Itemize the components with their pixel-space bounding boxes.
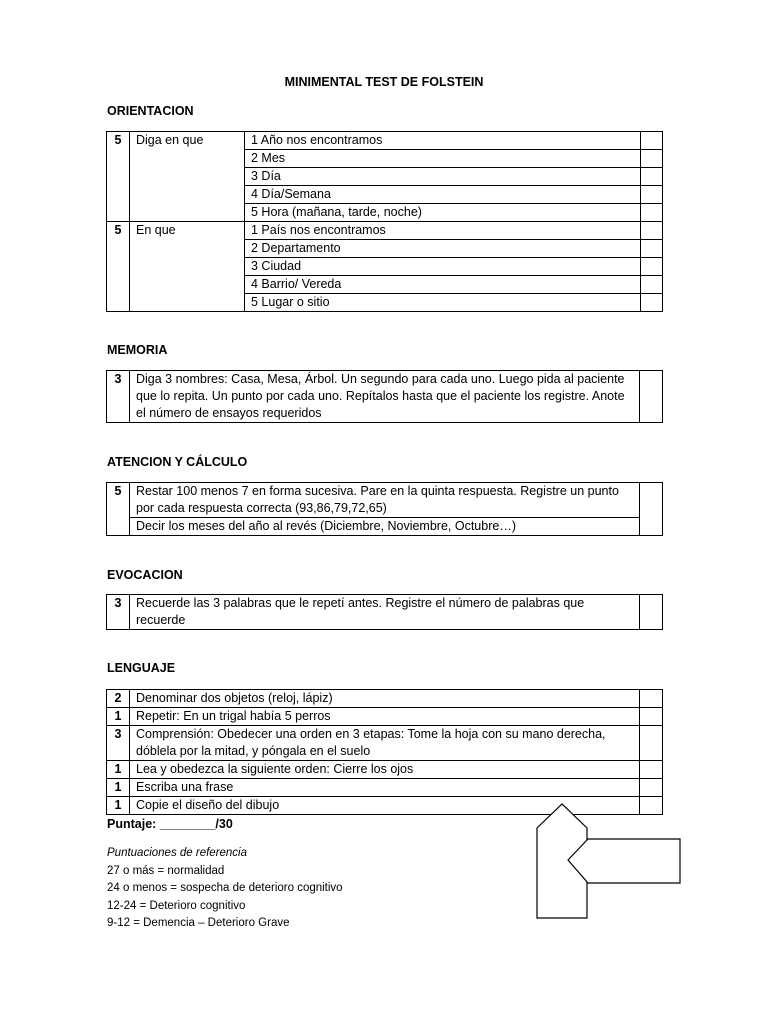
- table-row: [107, 222, 663, 240]
- item-cell: 4 Día/Semana: [245, 186, 641, 204]
- lenguaje-table: [106, 689, 663, 815]
- answer-cell[interactable]: [640, 708, 663, 726]
- item-cell: Decir los meses del año al revés (Diciembre, Noviembre, Octubre…): [130, 518, 640, 536]
- reference-block: [107, 845, 343, 933]
- answer-cell[interactable]: [641, 150, 663, 168]
- table-row: [107, 708, 663, 726]
- item-cell: Denominar dos objetos (reloj, lápiz): [130, 690, 640, 708]
- answer-cell[interactable]: [641, 240, 663, 258]
- drawing-pentagon-right: [568, 839, 680, 883]
- evocacion-table: [106, 594, 663, 630]
- orientacion-heading: ORIENTACION: [107, 104, 194, 118]
- answer-cell[interactable]: [641, 258, 663, 276]
- item-cell: 2 Departamento: [245, 240, 641, 258]
- page-title: MINIMENTAL TEST DE FOLSTEIN: [284, 75, 484, 89]
- score-cell: 1: [107, 761, 130, 779]
- group-label: En que: [130, 222, 245, 312]
- score-cell: 5: [107, 132, 130, 222]
- answer-cell[interactable]: [641, 132, 663, 150]
- answer-cell[interactable]: [641, 294, 663, 312]
- orientacion-table: [106, 131, 663, 312]
- item-cell: 3 Ciudad: [245, 258, 641, 276]
- reference-line: 12-24 = Deterioro cognitivo: [107, 899, 246, 912]
- atencion-table: [106, 482, 663, 536]
- table-row: [107, 761, 663, 779]
- table-row: [107, 779, 663, 797]
- item-cell: 1 País nos encontramos: [245, 222, 641, 240]
- item-cell: Recuerde las 3 palabras que le repetí antes. Registre el número de palabras que recuerde: [130, 595, 640, 630]
- item-cell: Diga 3 nombres: Casa, Mesa, Árbol. Un segundo para cada uno. Luego pida al paciente que lo repita. Un punto por cada uno. Repítalos hasta que el paciente los registre. Anote el número de ensayos requeridos: [130, 371, 640, 423]
- item-cell: 5 Lugar o sitio: [245, 294, 641, 312]
- item-cell: Repetir: En un trigal había 5 perros: [130, 708, 640, 726]
- answer-cell[interactable]: [641, 204, 663, 222]
- answer-cell[interactable]: [640, 761, 663, 779]
- score-cell: 1: [107, 797, 130, 815]
- reference-title: Puntuaciones de referencia: [107, 847, 248, 859]
- item-cell: Comprensión: Obedecer una orden en 3 etapas: Tome la hoja con su mano derecha, dóblela por la mitad, y póngala en el suelo: [130, 726, 640, 761]
- memoria-table: [106, 370, 663, 423]
- score-cell: 1: [107, 708, 130, 726]
- answer-cell[interactable]: [640, 690, 663, 708]
- answer-cell[interactable]: [640, 595, 663, 630]
- answer-cell[interactable]: [641, 222, 663, 240]
- atencion-heading: ATENCION Y CÁLCULO: [107, 455, 248, 469]
- table-row: [107, 726, 663, 761]
- item-cell: Lea y obedezca la siguiente orden: Cierre los ojos: [130, 761, 640, 779]
- item-cell: 3 Día: [245, 168, 641, 186]
- group-label: Diga en que: [130, 132, 245, 222]
- table-row: [107, 518, 663, 536]
- item-cell: 5 Hora (mañana, tarde, noche): [245, 204, 641, 222]
- memoria-heading: MEMORIA: [107, 343, 168, 357]
- table-row: [107, 483, 663, 518]
- table-row: [107, 132, 663, 150]
- answer-cell[interactable]: [641, 168, 663, 186]
- answer-cell[interactable]: [641, 186, 663, 204]
- reference-line: 24 o menos = sospecha de deterioro cognitivo: [107, 882, 343, 894]
- reference-line: 27 o más = normalidad: [107, 864, 225, 877]
- puntaje-line: Puntaje: ________/30: [107, 817, 233, 831]
- evocacion-heading: EVOCACION: [107, 568, 183, 582]
- answer-cell[interactable]: [640, 726, 663, 761]
- item-cell: Copie el diseño del dibujo: [130, 797, 640, 815]
- score-cell: 2: [107, 690, 130, 708]
- score-cell: 1: [107, 779, 130, 797]
- score-cell: 3: [107, 726, 130, 761]
- answer-cell[interactable]: [640, 483, 663, 536]
- reference-line: 9-12 = Demencia – Deterioro Grave: [107, 917, 290, 929]
- lenguaje-heading: LENGUAJE: [107, 661, 176, 675]
- answer-cell[interactable]: [641, 276, 663, 294]
- copy-drawing: [535, 800, 685, 925]
- answer-cell[interactable]: [640, 371, 663, 423]
- score-cell: 5: [107, 483, 130, 536]
- score-cell: 5: [107, 222, 130, 312]
- item-cell: Escriba una frase: [130, 779, 640, 797]
- table-row: [107, 371, 663, 423]
- item-cell: 4 Barrio/ Vereda: [245, 276, 641, 294]
- table-row: [107, 690, 663, 708]
- item-cell: 2 Mes: [245, 150, 641, 168]
- item-cell: 1 Año nos encontramos: [245, 132, 641, 150]
- item-cell: Restar 100 menos 7 en forma sucesiva. Pare en la quinta respuesta. Registre un punto por cada respuesta correcta (93,86,79,72,65): [130, 483, 640, 518]
- score-cell: 3: [107, 371, 130, 423]
- score-cell: 3: [107, 595, 130, 630]
- answer-cell[interactable]: [640, 779, 663, 797]
- table-row: [107, 595, 663, 630]
